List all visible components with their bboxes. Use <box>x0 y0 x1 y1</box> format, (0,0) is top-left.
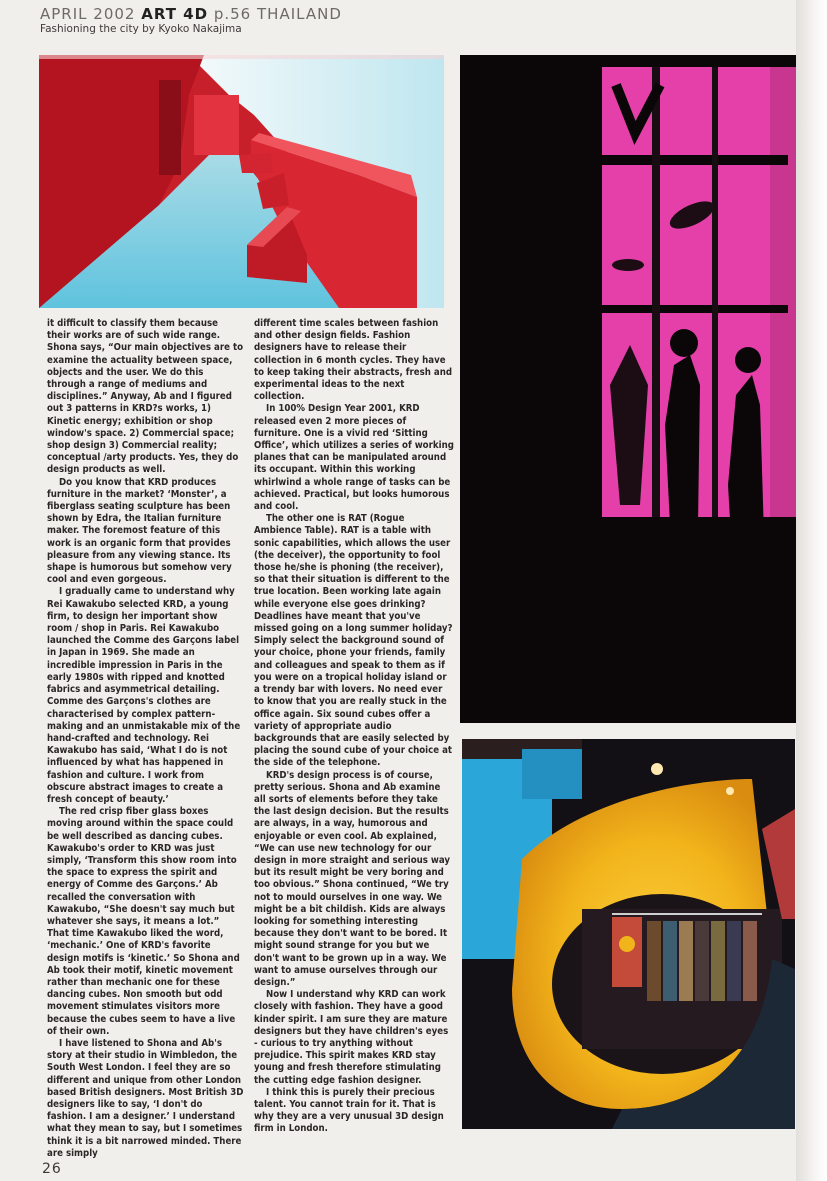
article-paragraph: Now I understand why KRD can work closely with fashion. They have a good kinder spirit. I am sure they are mature designers but they have children's eyes - curious to try anything without prejudice. This spirit makes KRD stay young and fresh therefore stimulating the cutting edge fashion designer. <box>254 989 449 1086</box>
article-paragraph: it difficult to classify them because their works are of such wide range. Shona says, “Our main objectives are to examine the actuality between space, objects and the user. We do this through a range of mediums and disciplines.” Anyway, Ab and I figured out 3 patterns in KRD?s works, 1) Kinetic energy; exhibition or shop window's space. 2) Commercial space; shop design 3) Commercial reality; conceptual /arty products. Yes, they do design products as well. <box>47 318 244 476</box>
article-paragraph: Do you know that KRD produces furniture in the market? ‘Monster’, a fiberglass seating sculpture has been shown by Edra, the Italian furniture maker. The foremost feature of this work is an organic form that provides pleasure from any viewing stance. Its shape is humorous but somehow very cool and even gorgeous. <box>47 476 232 586</box>
article-paragraph: different time scales between fashion and other design fields. Fashion designers have to release their collection in 6 month cycles. They have to keep taking their abstracts, fresh and experimental ideas to the next collection. <box>254 318 453 403</box>
yellow-tunnel-display-photo <box>462 739 795 1129</box>
article-paragraph: I have listened to Shona and Ab's story at their studio in Wimbledon, the South West London. I feel they are so different and unique from other London based British designers. Most British 3D designers like to say, ‘I don't do fashion. I am a designer.’ I understand what they mean to say, but I sometimes think it is a bit narrowed minded. There are simply <box>47 1037 244 1159</box>
page-edge-shadow <box>796 0 827 1181</box>
article-paragraph: KRD's design process is of course, pretty serious. Shona and Ab examine all sorts of elements before they take the last design decision. But the results are always, in a way, humorous and enjoyable or even cool. Ab explained, “We can use new technology for our design in more straight and serious way but its result might be very boring and too obvious.” Shona continued, “We try not to mould ourselves in one way. We might be a bit childish. Kids are always looking for something interesting because they don't want to be bored. It might sound strange for you but we don't want to be grown up in a way. We want to amuse ourselves through our design.” <box>254 769 451 988</box>
article-column-2 <box>254 318 454 1136</box>
issue-header <box>40 5 342 23</box>
issue-page-ref: p.56 <box>213 5 252 23</box>
red-showroom-photo <box>39 55 444 308</box>
issue-date: APRIL 2002 <box>40 5 136 23</box>
byline: Fashioning the city by Kyoko Nakajima <box>40 23 242 35</box>
article-column-1 <box>47 318 244 1160</box>
page-number: 26 <box>42 1161 62 1177</box>
article-paragraph: In 100% Design Year 2001, KRD released even 2 more pieces of furniture. One is a vivid red ‘Sitting Office’, which utilizes a series of working planes that can be manipulated around its occupant. Within this working whirlwind a whole range of tasks can be achieved. Practical, but looks humorous and cool. <box>254 403 454 513</box>
article-paragraph: I gradually came to understand why Rei Kawakubo selected KRD, a young firm, to design her important show room / shop in Paris. Rei Kawakubo launched the Comme des Garçons label in Japan in 1969. She made an incredible impression in Paris in the early 1980s with ripped and knotted fabrics and asymmetrical detailing. Comme des Garçons's clothes are characterised by complex pattern-making and an unmistakable mix of the hand-crafted and technology. Rei Kawakubo has said, ‘What I do is not influenced by what has happened in fashion and culture. I work from obscure abstract images to create a fresh concept of beauty.’ <box>47 586 241 805</box>
magenta-window-photo <box>460 55 796 723</box>
issue-country: THAILAND <box>257 5 342 23</box>
article-paragraph: The red crisp fiber glass boxes moving around within the space could be well described as dancing cubes. Kawakubo's order to KRD was just simply, ‘Transform this show room into the space to express the spirit and energy of Comme des Garçons.’ Ab recalled the conversation with Kawakubo, “She doesn't say much but whatever she says, it means a lot.” That time Kawakubo liked the word, ‘mechanic.’ One of KRD's favorite design motifs is ‘kinetic.’ So Shona and Ab took their motif, kinetic movement rather than mechanic one for these dancing cubes. Non smooth but odd movement stimulates visitors more because the cubes seem to have a live of their own. <box>47 806 240 1037</box>
article-paragraph: I think this is purely their precious talent. You cannot train for it. That is why they are a very unusual 3D design firm in London. <box>254 1086 444 1135</box>
magazine-name: ART 4D <box>141 5 209 23</box>
article-paragraph: The other one is RAT (Rogue Ambience Table). RAT is a table with sonic capabilities, which allows the user (the deceiver), the opportunity to fool those he/she is phoning (the receiver), so that their situation is different to the true location. Been working late again while everyone else goes drinking? Deadlines have meant that you've missed going on a long summer holiday? Simply select the background sound of your choice, phone your friends, family and colleagues and speak to them as if you were on a tropical holiday island or a trendy bar with lovers. No need ever to know that you are really stuck in the office again. Six sound cubes offer a variety of appropriate audio backgrounds that are easily selected by placing the sound cube of your choice at the side of the telephone. <box>254 513 453 769</box>
